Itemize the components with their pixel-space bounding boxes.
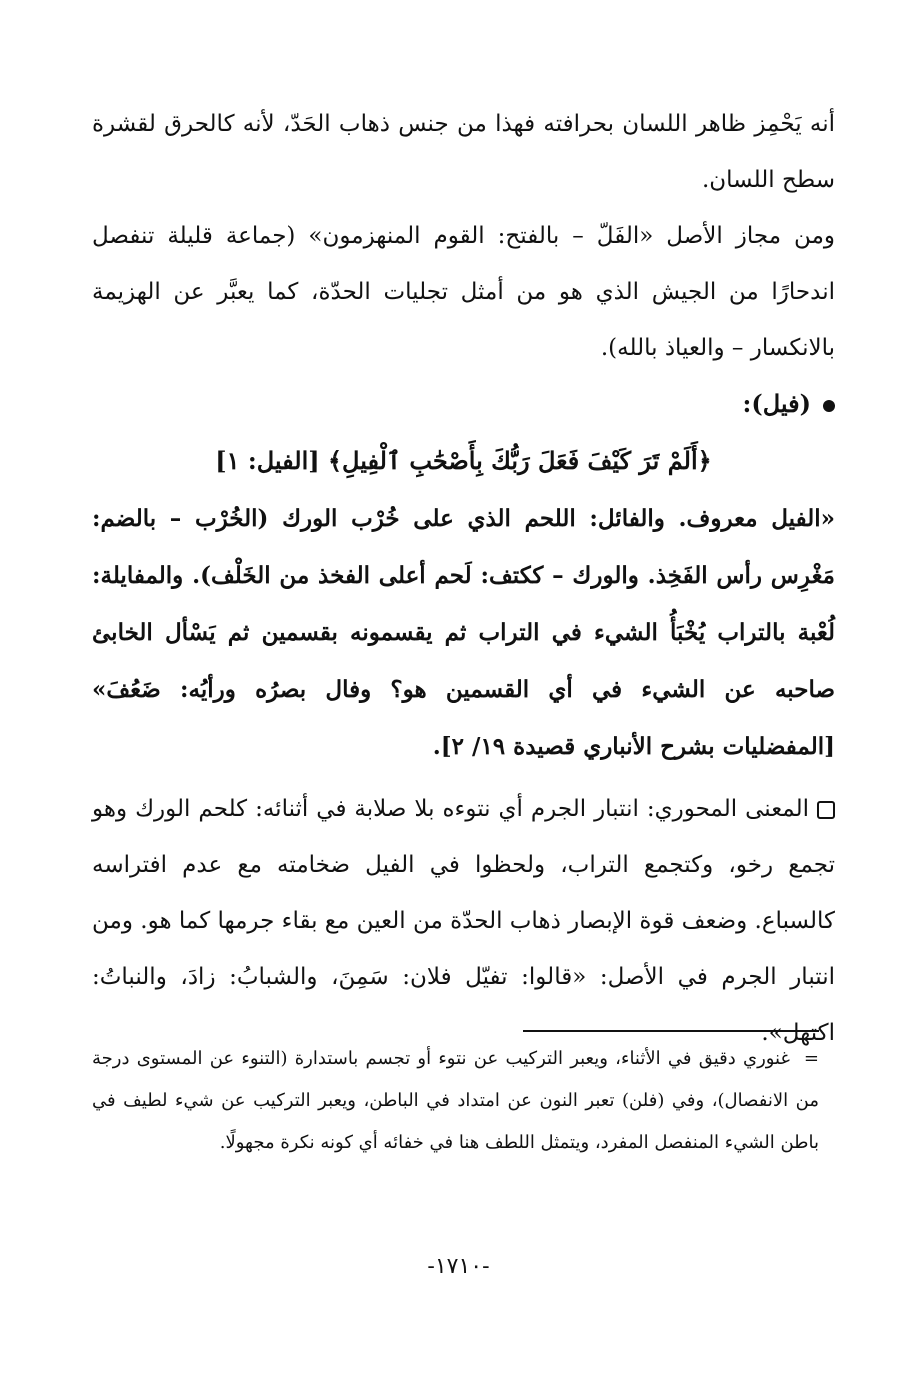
footnote-text: غنوري دقيق في الأثناء، ويعبر التركيب عن نتوء أو تجسم باستدارة (التنوء عن المستوى درجة من الانفصال)، وفي (فلن) تعبر النون عن امتداد في الباطن، ويعبر التركيب عن شيء لطيف في باطن الشيء المنفصل المفرد، ويتمثل اللطف هنا في خفائه أي كونه نكرة مجهولًا. bbox=[92, 1048, 819, 1153]
lexicon-quote: «الفيل معروف. والفائل: اللحم الذي على خُرْب الورك (الخُرْب – بالضم: مَغْرِس رأس الفَخِذ. والورك – ككتف: لَحم أعلى الفخذ من الخَلْف). والمفايلة: لُعْبة بالتراب يُخْبَأُ الشيء في التراب ثم يقسمونه بقسمين ثم يَسْأل الخابئ صاحبه عن الشيء في أي القسمين هو؟ وفال بصرُه ورأيُه: ضَعُفَ» [المفضليات بشرح الأنباري قصيدة ١٩/ ٢]. bbox=[92, 505, 835, 760]
quran-verse: ﴿أَلَمْ تَرَ كَيْفَ فَعَلَ رَبُّكَ بِأَصْحَٰبِ ٱلْفِيلِ﴾ [الفيل: ١] bbox=[215, 446, 712, 475]
paragraph-1: أنه يَحْمِز ظاهر اللسان بحرافته فهذا من جنس ذهاب الحَدّ، لأنه كالحرق لقشرة سطح اللسان. bbox=[92, 111, 835, 193]
footnote-marker: = bbox=[803, 1048, 819, 1069]
core-meaning-paragraph bbox=[92, 781, 835, 1061]
square-box-icon bbox=[817, 801, 835, 819]
bullet-icon bbox=[823, 400, 835, 412]
page-number: -١٧١٠- bbox=[427, 1254, 490, 1279]
entry-heading bbox=[92, 376, 835, 432]
footnote-divider bbox=[523, 1030, 819, 1032]
entry-heading-text: (فيل): bbox=[742, 389, 811, 418]
core-meaning-text: المعنى المحوري: انتبار الجرم أي نتوءه بلا صلابة في أثنائه: كلحم الورك وهو تجمع رخو، وكتجمع التراب، ولحظوا في الفيل ضخامته مع عدم افتراسه كالسباع. وضعف قوة الإبصار ذهاب الحدّة من العين مع بقاء جرمها كما هو. ومن انتبار الجرم في الأصل: «قالوا: تفيّل فلان: سَمِنَ، والشبابُ: زادَ، والنباتُ: اكتهل». bbox=[92, 796, 835, 1046]
paragraph-2: ومن مجاز الأصل «الفَلّ – بالفتح: القوم المنهزمون» (جماعة قليلة تنفصل اندحارًا من الجيش الذي هو من أمثل تجليات الحدّة، كما يعبَّر عن الهزيمة بالانكسار – والعياذ بالله). bbox=[92, 223, 835, 361]
footnote bbox=[92, 1038, 819, 1164]
